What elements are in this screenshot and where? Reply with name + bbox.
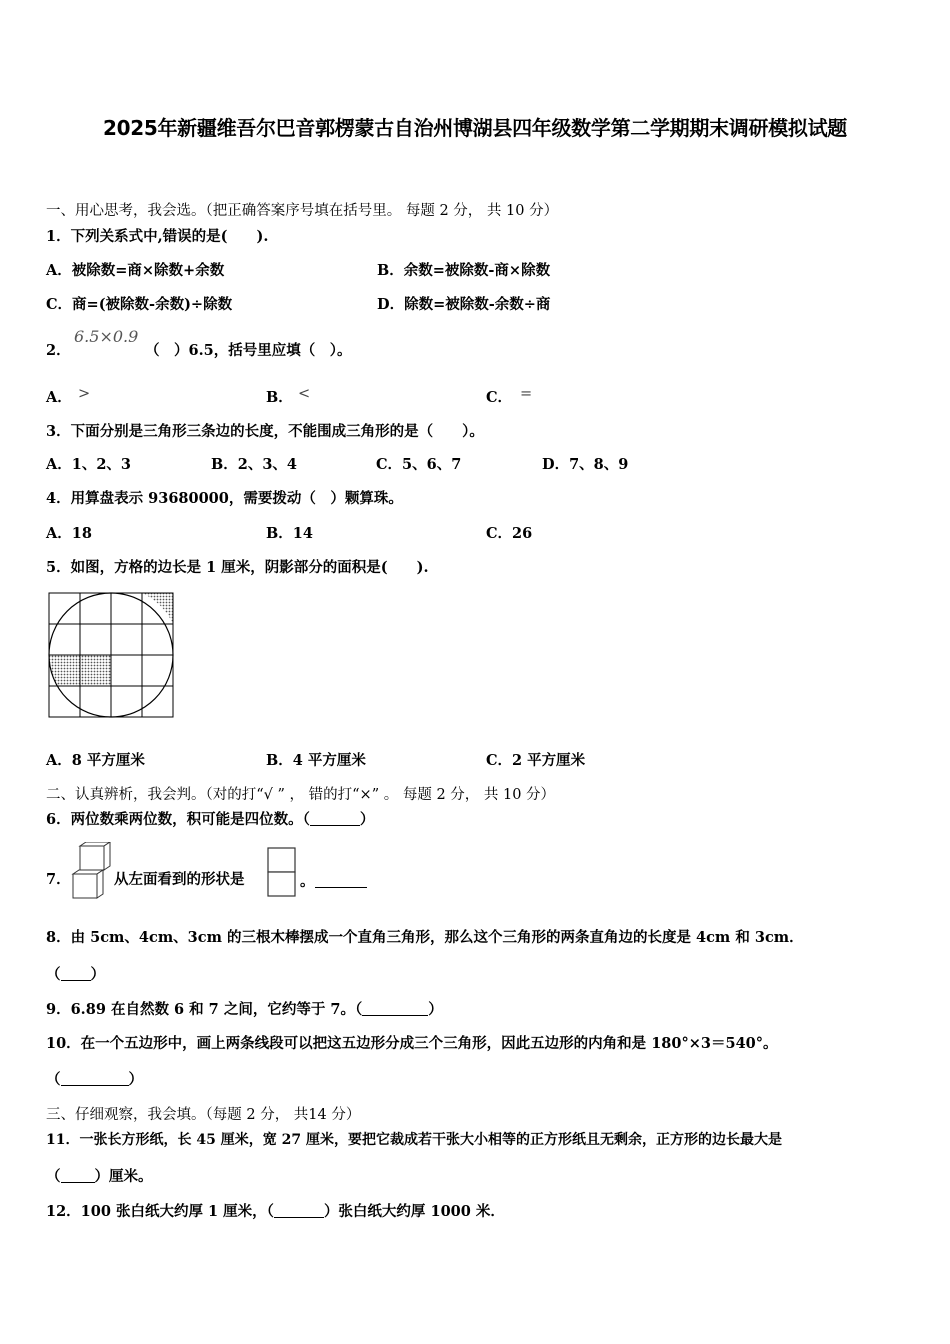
- q11-answer-line: [46, 1168, 153, 1186]
- q9-close: ）: [428, 1001, 443, 1018]
- q4-option-a: A．18: [46, 525, 92, 542]
- q12-line: [46, 1203, 505, 1221]
- q1-option-c: C．商=(被除数-余数)÷除数: [46, 296, 233, 313]
- q4-option-b: B．14: [266, 525, 313, 542]
- q6-answer-blank[interactable]: [310, 811, 360, 826]
- q6-line: [46, 811, 374, 829]
- q2-option-c-symbol: =: [520, 386, 533, 402]
- q7-number: 7．: [46, 871, 71, 888]
- q2-option-b-symbol: <: [298, 386, 311, 402]
- q2-option-b-label: B．: [266, 389, 293, 406]
- section-2-heading: 二、认真辨析，我会判。（对的打“√ ” ， 错的打“×” 。 每题 2 分， 共 10 分）: [46, 787, 556, 803]
- q2-option-a-label: A．: [46, 389, 72, 406]
- q9-answer-blank[interactable]: [362, 1001, 428, 1016]
- q10-answer-blank[interactable]: [61, 1071, 129, 1086]
- q7-line-end: [300, 873, 367, 891]
- q5-stem: 5．如图，方格的边长是 1 厘米，阴影部分的面积是( ).: [46, 559, 429, 576]
- q8-stem: 8．由 5cm、4cm、3cm 的三根木棒摆成一个直角三角形，那么这个三角形的两条直角边的长度是 4cm 和 3cm．: [46, 929, 804, 946]
- q2-expression: 6.5×0.9: [74, 327, 139, 346]
- q2-option-a-symbol: >: [78, 386, 91, 402]
- q6-close: ）: [359, 811, 375, 828]
- left-view-figure: [266, 846, 298, 900]
- q10-open: （: [46, 1071, 61, 1088]
- q3-option-a: A．1、2、3: [46, 456, 132, 473]
- q1-option-d: D．除数=被除数-余数÷商: [377, 296, 551, 313]
- q7-answer-blank[interactable]: [315, 873, 367, 888]
- q2-option-c-label: C．: [486, 389, 513, 406]
- circle-grid-figure: [48, 592, 176, 720]
- q8-open: （: [46, 966, 61, 983]
- q2-number: 2．: [46, 342, 71, 359]
- q2-stem: （ ）6.5，括号里应填（ ）。: [145, 342, 352, 359]
- q11-answer-blank[interactable]: [61, 1168, 95, 1183]
- q1-option-a: A．被除数=商×除数+余数: [46, 262, 225, 279]
- cube-stack-figure: [70, 842, 112, 902]
- q11-open: （: [46, 1168, 61, 1185]
- q4-option-c: C．26: [486, 525, 533, 542]
- q9-line: [46, 1001, 443, 1019]
- q12-stem: 12．100 张白纸大约厚 1 厘米，（: [46, 1203, 274, 1220]
- q10-stem: 10．在一个五边形中，画上两条线段可以把这五边形分成三个三角形，因此五边形的内角和是 180°×3＝540°。: [46, 1035, 778, 1052]
- q10-close: ）: [128, 1071, 143, 1088]
- q7-period: 。: [300, 873, 315, 890]
- q12-answer-blank[interactable]: [274, 1203, 324, 1218]
- q1-option-b: B．余数=被除数-商×除数: [377, 262, 551, 279]
- section-1-heading: 一、用心思考，我会选。（把正确答案序号填在括号里。 每题 2 分， 共 10 分）: [46, 203, 559, 219]
- q3-option-b: B．2、3、4: [211, 456, 298, 473]
- q11-stem: 11．一张长方形纸，长 45 厘米，宽 27 厘米，要把它裁成若干张大小相等的正方形纸且无剩余，正方形的边长最大是: [46, 1132, 782, 1148]
- q10-answer-line: [46, 1071, 143, 1089]
- q11-close: ）厘米。: [94, 1168, 153, 1185]
- q5-option-c: C．2 平方厘米: [486, 752, 586, 769]
- q4-stem: 4．用算盘表示 93680000，需要拨动（ ）颗算珠。: [46, 490, 403, 507]
- q8-answer-line: [46, 966, 105, 984]
- q1-stem: 1．下列关系式中,错误的是( ).: [46, 228, 269, 245]
- q5-option-b: B．4 平方厘米: [266, 752, 366, 769]
- q7-text: 从左面看到的形状是: [114, 871, 245, 888]
- q12-close: ）张白纸大约厚 1000 米．: [323, 1203, 505, 1220]
- q8-answer-blank[interactable]: [61, 966, 91, 981]
- q5-option-a: A．8 平方厘米: [46, 752, 145, 769]
- q3-stem: 3．下面分别是三角形三条边的长度，不能围成三角形的是（ ）。: [46, 423, 484, 440]
- q6-stem: 6．两位数乘两位数，积可能是四位数。（: [46, 811, 310, 828]
- q3-option-d: D．7、8、9: [542, 456, 629, 473]
- page-title: 2025年新疆维吾尔巴音郭楞蒙古自治州博湖县四年级数学第二学期期末调研模拟试题: [103, 116, 847, 140]
- q3-option-c: C．5、6、7: [376, 456, 462, 473]
- q9-stem: 9．6.89 在自然数 6 和 7 之间，它约等于 7。（: [46, 1001, 363, 1018]
- shaded-region-top-right: [142, 593, 173, 624]
- section-3-heading: 三、仔细观察，我会填。（每题 2 分， 共14 分）: [46, 1107, 361, 1123]
- q8-close: ）: [90, 966, 105, 983]
